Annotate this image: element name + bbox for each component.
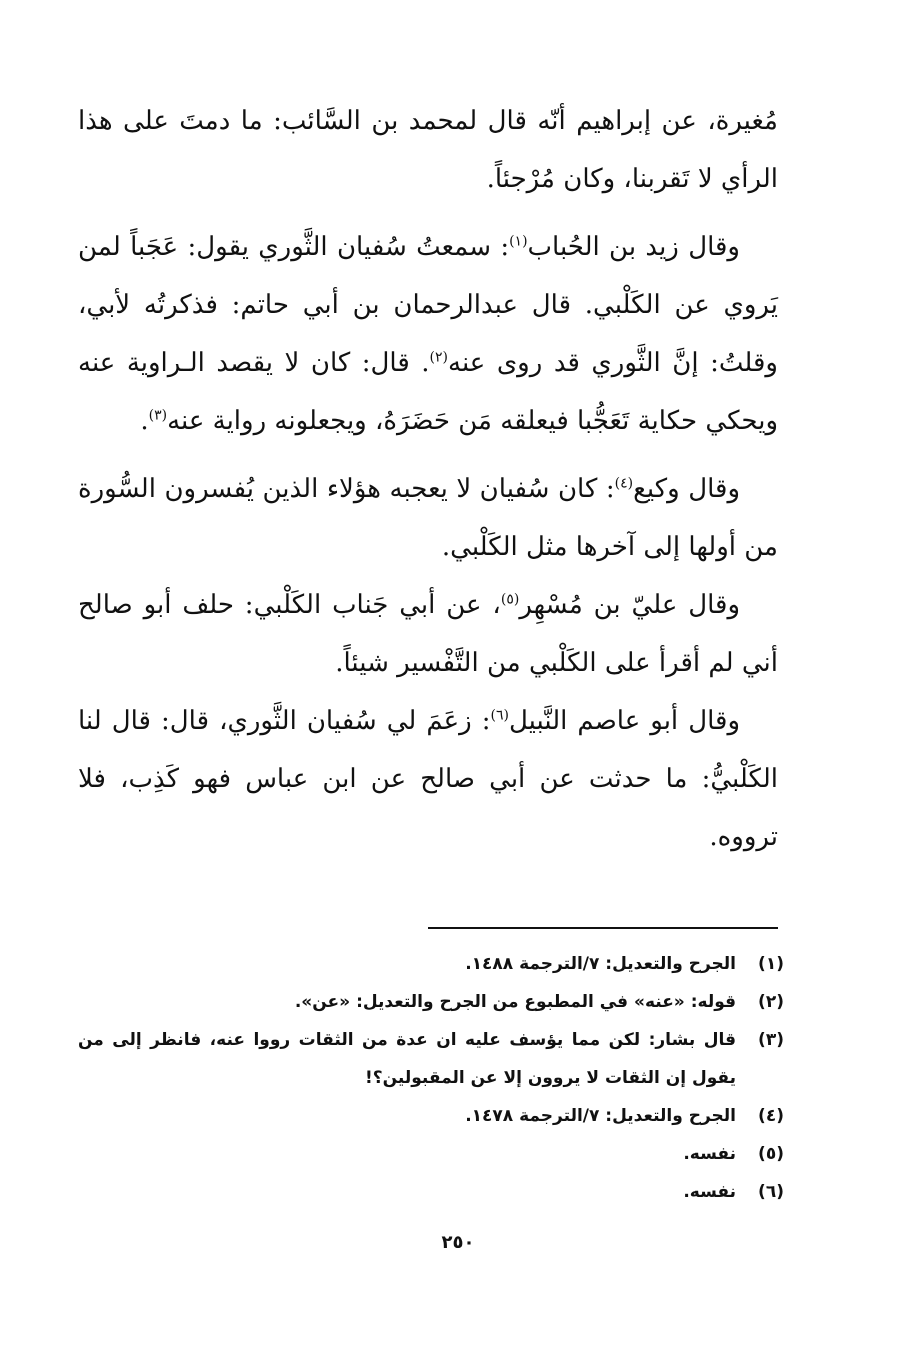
paragraph-5 bbox=[78, 692, 778, 866]
paragraph-3 bbox=[78, 460, 778, 576]
paragraph-4 bbox=[78, 576, 778, 692]
footnote-number: (٣) bbox=[758, 1030, 784, 1050]
footnote-number: (٦) bbox=[758, 1182, 784, 1202]
page-number: ٢٥٠ bbox=[441, 1232, 475, 1253]
footnote-number: (٤) bbox=[758, 1106, 784, 1126]
footnotes bbox=[78, 945, 784, 1211]
paragraph-text: : سمعتُ سُفيان الثَّوري يقول: عَجَباً لمن يَروي عن الكَلْبي. قال عبدالرحمان بن أبي حاتم: فذكرتُه لأبي، وقلتُ: إنَّ الثَّوري قد روى عنه bbox=[78, 232, 778, 378]
paragraph-2 bbox=[78, 218, 778, 450]
paragraph-text: . قال: كان لا يقصد الـراوية عنه ويحكي حكاية تَعَجُّبا فيعلقه مَن حَضَرَهُ، ويجعلونه رواية عنه bbox=[78, 348, 778, 436]
footnote bbox=[78, 945, 784, 983]
footnote bbox=[78, 1097, 784, 1135]
footnote bbox=[78, 1021, 784, 1097]
paragraph-text: وقال زيد بن الحُباب bbox=[527, 232, 740, 262]
footnote-separator bbox=[428, 927, 778, 929]
footnote-text: قوله: «عنه» في المطبوع من الجرح والتعديل: «عن». bbox=[294, 992, 736, 1012]
footnote bbox=[78, 1135, 784, 1173]
footnote-number: (١) bbox=[758, 954, 784, 974]
main-text bbox=[78, 92, 778, 866]
footnote-ref-5: (٥) bbox=[500, 591, 520, 608]
footnote-ref-4: (٤) bbox=[614, 475, 634, 492]
footnote-text: نفسه. bbox=[683, 1144, 736, 1164]
paragraph-1 bbox=[78, 92, 778, 208]
footnote-text: الجرح والتعديل: ٧/الترجمة ١٤٨٨. bbox=[465, 954, 736, 974]
footnote-text: نفسه. bbox=[683, 1182, 736, 1202]
footnote-ref-1: (١) bbox=[509, 233, 528, 250]
paragraph-text: وقال عليّ بن مُسْهِر bbox=[519, 590, 740, 620]
footnote-ref-6: (٦) bbox=[490, 707, 509, 724]
paragraph-text: وقال وكيع bbox=[633, 474, 740, 504]
paragraph-text: وقال أبو عاصم النَّبيل bbox=[508, 706, 741, 736]
footnote-text: قال بشار: لكن مما يؤسف عليه ان عدة من الثقات رووا عنه، فانظر إلى من يقول إن الثقات لا يروون إلا عن المقبولين؟! bbox=[78, 1030, 736, 1088]
paragraph-text: ، عن أبي جَناب الكَلْبي: حلف أبو صالح أني لم أقرأ على الكَلْبي من التَّفْسير شيئاً. bbox=[78, 590, 778, 678]
paragraph-text: مُغيرة، عن إبراهيم أنّه قال لمحمد بن السَّائب: ما دمتَ على هذا الرأي لا تَقربنا، وكان مُرْجئاً. bbox=[78, 106, 778, 194]
footnote bbox=[78, 983, 784, 1021]
footnote-ref-3: (٣) bbox=[148, 407, 168, 424]
footnote-text: الجرح والتعديل: ٧/الترجمة ١٤٧٨. bbox=[465, 1106, 736, 1126]
footnote-number: (٢) bbox=[758, 992, 784, 1012]
footnote-ref-2: (٢) bbox=[429, 349, 449, 366]
paragraph-text: : كان سُفيان لا يعجبه هؤلاء الذين يُفسرون السُّورة من أولها إلى آخرها مثل الكَلْبي. bbox=[78, 474, 778, 562]
paragraph-text: : زعَمَ لي سُفيان الثَّوري، قال: قال لنا الكَلْبيُّ: ما حدثت عن أبي صالح عن ابن عباس فهو كَذِب، فلا ترووه. bbox=[78, 706, 778, 852]
footnote-number: (٥) bbox=[758, 1144, 784, 1164]
footnote bbox=[78, 1173, 784, 1211]
paragraph-text: . bbox=[140, 406, 149, 436]
